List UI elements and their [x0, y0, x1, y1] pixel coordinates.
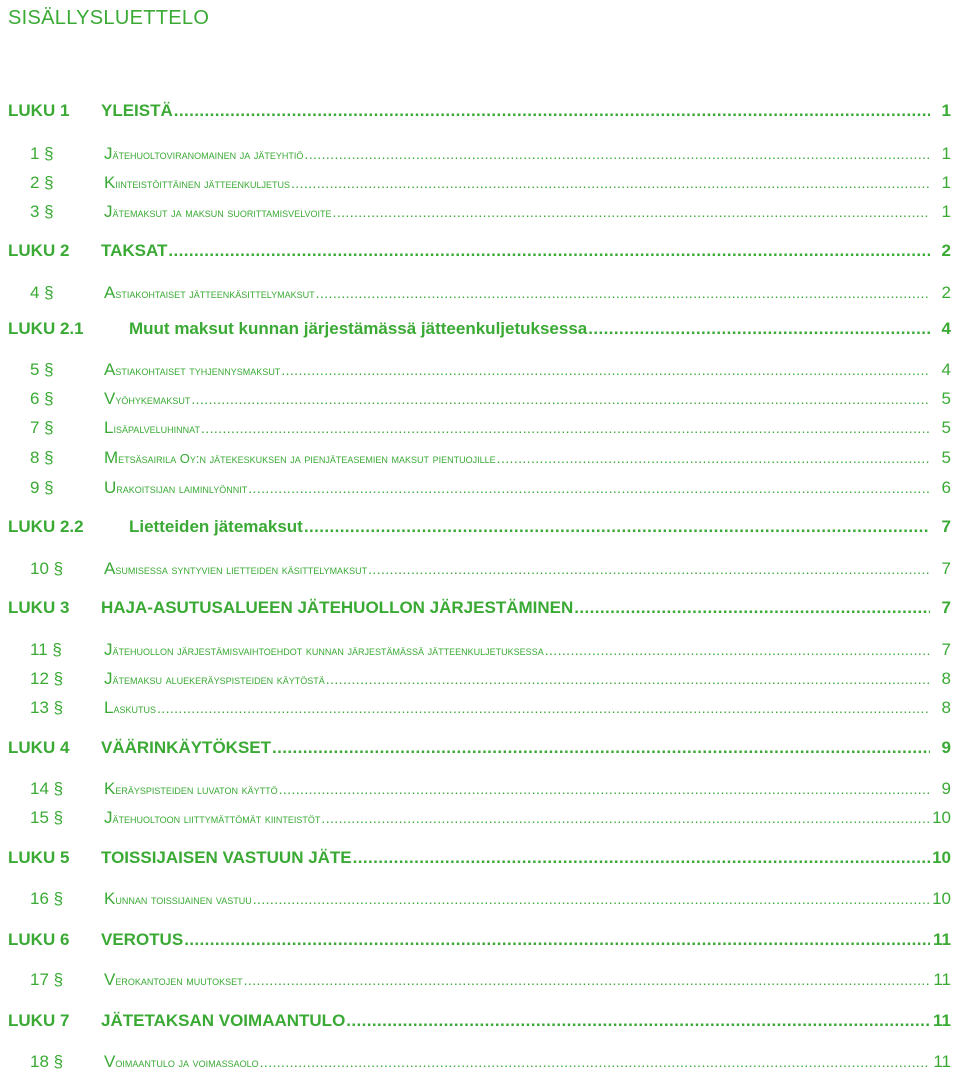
toc-entry-label: JÄTETAKSAN VOIMAANTULO	[101, 1011, 346, 1030]
toc-entry-section[interactable]	[0, 280, 960, 306]
dot-leader	[545, 637, 930, 664]
toc-entry-label: Muut maksut kunnan järjestämässä jätteenkuljetuksessa	[129, 319, 588, 338]
toc-entry-label: TOISSIJAISEN VASTUUN JÄTE	[101, 848, 352, 867]
page-number: 4	[941, 360, 951, 379]
section-number: 18 §	[30, 1052, 64, 1071]
toc-entry-text	[104, 695, 930, 722]
section-number: 14 §	[30, 779, 64, 798]
toc-entry-sub[interactable]	[0, 316, 960, 342]
page-number: 1	[941, 144, 951, 163]
dot-leader	[333, 199, 930, 226]
chapter-number: LUKU 2.1	[8, 319, 84, 338]
section-number: 13 §	[30, 698, 64, 717]
toc-entry-text	[104, 280, 930, 307]
toc-entry-sub[interactable]	[0, 514, 960, 540]
section-number: 2 §	[30, 173, 54, 192]
page-number: 8	[941, 669, 951, 688]
dot-leader	[201, 415, 930, 442]
toc-entry-section[interactable]	[0, 357, 960, 383]
toc-entry-text	[104, 776, 930, 803]
toc-entry-text	[129, 514, 930, 540]
toc-entry-text	[104, 141, 930, 168]
toc-entry-label: Jätehuoltoviranomainen ja jäteyhtiö	[104, 144, 304, 163]
toc-entry-text	[104, 1049, 930, 1076]
toc-entry-section[interactable]	[0, 967, 960, 993]
toc-entry-label: VÄÄRINKÄYTÖKSET	[101, 738, 272, 757]
section-number: 7 §	[30, 418, 54, 437]
toc-entry-text	[101, 845, 930, 871]
toc-entry-label: Lietteiden jätemaksut	[129, 517, 303, 536]
dot-leader	[248, 475, 930, 502]
dot-leader	[279, 776, 930, 803]
section-number: 12 §	[30, 669, 64, 688]
page-number: 9	[941, 779, 951, 798]
dot-leader	[253, 886, 930, 913]
section-number: 5 §	[30, 360, 54, 379]
dot-leader	[346, 1008, 930, 1034]
section-number: 8 §	[30, 448, 54, 467]
dot-leader	[184, 927, 930, 953]
page-number: 4	[941, 319, 951, 338]
toc-entry-label: Keräyspisteiden luvaton käyttö	[104, 779, 278, 798]
page-number: 5	[941, 448, 951, 467]
toc-entry-text	[101, 595, 930, 621]
section-number: 15 §	[30, 808, 64, 827]
dot-leader	[316, 280, 930, 307]
toc-entry-label: Metsäsairila Oy:n jätekeskuksen ja pienjäteasemien maksut pientuojille	[104, 448, 496, 467]
dot-leader	[368, 556, 930, 583]
page-number: 11	[933, 970, 951, 989]
page-number: 1	[941, 202, 951, 221]
toc-entry-text	[104, 805, 930, 832]
chapter-number: LUKU 5	[8, 848, 70, 867]
dot-leader	[291, 170, 930, 197]
section-number: 4 §	[30, 283, 54, 302]
page-number: 11	[933, 1052, 951, 1071]
toc-entry-label: Asumisessa syntyvien lietteiden käsittelymaksut	[104, 559, 368, 578]
page-number: 7	[941, 598, 951, 617]
toc-entry-section[interactable]	[0, 415, 960, 441]
dot-leader	[304, 141, 930, 168]
toc-title: SISÄLLYSLUETTELO	[8, 7, 210, 29]
toc-entry-section[interactable]	[0, 170, 960, 196]
page-number: 2	[941, 241, 951, 260]
toc-entry-section[interactable]	[0, 141, 960, 167]
section-number: 6 §	[30, 389, 54, 408]
page-number: 7	[941, 517, 951, 536]
section-number: 16 §	[30, 889, 64, 908]
page-number: 5	[941, 418, 951, 437]
page-number: 9	[941, 738, 951, 757]
page-number: 2	[941, 283, 951, 302]
toc-entry-text	[104, 445, 930, 472]
page-number: 1	[941, 173, 951, 192]
toc-entry-chapter[interactable]	[0, 1008, 960, 1034]
toc-entry-section[interactable]	[0, 805, 960, 831]
toc-entry-label: Kunnan toissijainen vastuu	[104, 889, 252, 908]
dot-leader	[304, 514, 930, 540]
toc-entry-chapter[interactable]	[0, 927, 960, 953]
chapter-number: LUKU 3	[8, 598, 70, 617]
toc-entry-label: Verokantojen muutokset	[104, 970, 243, 989]
toc-entry-label: Astiakohtaiset jätteenkäsittelymaksut	[104, 283, 315, 302]
page-number: 5	[941, 389, 951, 408]
toc-entry-section[interactable]	[0, 556, 960, 582]
dot-leader	[168, 238, 930, 264]
toc-entry-label: Vyöhykemaksut	[104, 389, 191, 408]
toc-entry-text	[104, 475, 930, 502]
toc-entry-text	[104, 357, 930, 384]
toc-entry-chapter[interactable]	[0, 845, 960, 871]
section-number: 3 §	[30, 202, 54, 221]
toc-entry-section[interactable]	[0, 199, 960, 225]
toc-entry-text	[101, 927, 930, 953]
page-number: 1	[941, 101, 951, 120]
toc-entry-label: VEROTUS	[101, 930, 184, 949]
toc-entry-chapter[interactable]	[0, 238, 960, 264]
chapter-number: LUKU 7	[8, 1011, 70, 1030]
toc-entry-text	[104, 666, 930, 693]
page-number: 11	[933, 1011, 951, 1030]
toc-entry-text	[104, 967, 930, 994]
toc-entry-section[interactable]	[0, 445, 960, 471]
dot-leader	[157, 695, 930, 722]
page-number: 10	[932, 889, 951, 908]
toc-entry-label: Voimaantulo ja voimassaolo	[104, 1052, 259, 1071]
toc-entry-text	[104, 199, 930, 226]
page-number: 7	[941, 559, 951, 578]
dot-leader	[497, 445, 930, 472]
dot-leader	[174, 98, 930, 124]
dot-leader	[260, 1049, 930, 1076]
toc-entry-label: Laskutus	[104, 698, 156, 717]
toc-entry-text	[104, 170, 930, 197]
chapter-number: LUKU 1	[8, 101, 70, 120]
toc-entry-text	[104, 415, 930, 442]
toc-entry-label: HAJA-ASUTUSALUEEN JÄTEHUOLLON JÄRJESTÄMINEN	[101, 598, 574, 617]
chapter-number: LUKU 2	[8, 241, 70, 260]
toc-entry-section[interactable]	[0, 475, 960, 501]
toc-entry-label: Lisäpalveluhinnat	[104, 418, 200, 437]
page-number: 10	[932, 848, 951, 867]
toc-entry-label: Jätemaksut ja maksun suorittamisvelvoite	[104, 202, 332, 221]
dot-leader	[321, 805, 930, 832]
toc-entry-label: Jätemaksu aluekeräyspisteiden käytöstä	[104, 669, 325, 688]
dot-leader	[326, 666, 930, 693]
page-number: 7	[941, 640, 951, 659]
toc-entry-label: Jätehuollon järjestämisvaihtoehdot kunnan järjestämässä jätteenkuljetuksessa	[104, 640, 544, 659]
toc-entry-section[interactable]	[0, 637, 960, 663]
dot-leader	[281, 357, 930, 384]
toc-entry-section[interactable]	[0, 1049, 960, 1075]
toc-entry-section[interactable]	[0, 666, 960, 692]
toc-entry-label: Urakoitsijan laiminlyönnit	[104, 478, 248, 497]
toc-entry-section[interactable]	[0, 886, 960, 912]
toc-entry-text	[101, 98, 930, 124]
section-number: 10 §	[30, 559, 64, 578]
page-number: 6	[941, 478, 951, 497]
toc-entry-label: Kiinteistöittäinen jätteenkuljetus	[104, 173, 290, 192]
toc-entry-section[interactable]	[0, 386, 960, 412]
chapter-number: LUKU 2.2	[8, 517, 84, 536]
toc-entry-chapter[interactable]	[0, 595, 960, 621]
toc-entry-text	[101, 238, 930, 264]
toc-entry-label: YLEISTÄ	[101, 101, 173, 120]
toc-entry-text	[104, 556, 930, 583]
page-number: 10	[932, 808, 951, 827]
toc-entry-text	[104, 886, 930, 913]
toc-entry-text	[104, 637, 930, 664]
dot-leader	[588, 316, 930, 342]
toc-entry-label: Jätehuoltoon liittymättömät kiinteistöt	[104, 808, 321, 827]
section-number: 17 §	[30, 970, 64, 989]
dot-leader	[353, 845, 930, 871]
toc-entry-label: Astiakohtaiset tyhjennysmaksut	[104, 360, 281, 379]
toc-entry-text	[129, 316, 930, 342]
page-number: 11	[933, 930, 951, 949]
toc-entry-chapter[interactable]	[0, 735, 960, 761]
section-number: 11 §	[30, 640, 62, 659]
toc-entry-section[interactable]	[0, 695, 960, 721]
section-number: 9 §	[30, 478, 54, 497]
toc-entry-section[interactable]	[0, 776, 960, 802]
dot-leader	[244, 967, 930, 994]
dot-leader	[191, 386, 930, 413]
page-number: 8	[941, 698, 951, 717]
dot-leader	[574, 595, 930, 621]
toc-entry-chapter[interactable]	[0, 98, 960, 124]
toc-entry-text	[104, 386, 930, 413]
chapter-number: LUKU 6	[8, 930, 70, 949]
toc-entry-text	[101, 735, 930, 761]
toc-entry-text	[101, 1008, 930, 1034]
toc-entry-label: TAKSAT	[101, 241, 168, 260]
chapter-number: LUKU 4	[8, 738, 70, 757]
dot-leader	[272, 735, 930, 761]
section-number: 1 §	[30, 144, 54, 163]
